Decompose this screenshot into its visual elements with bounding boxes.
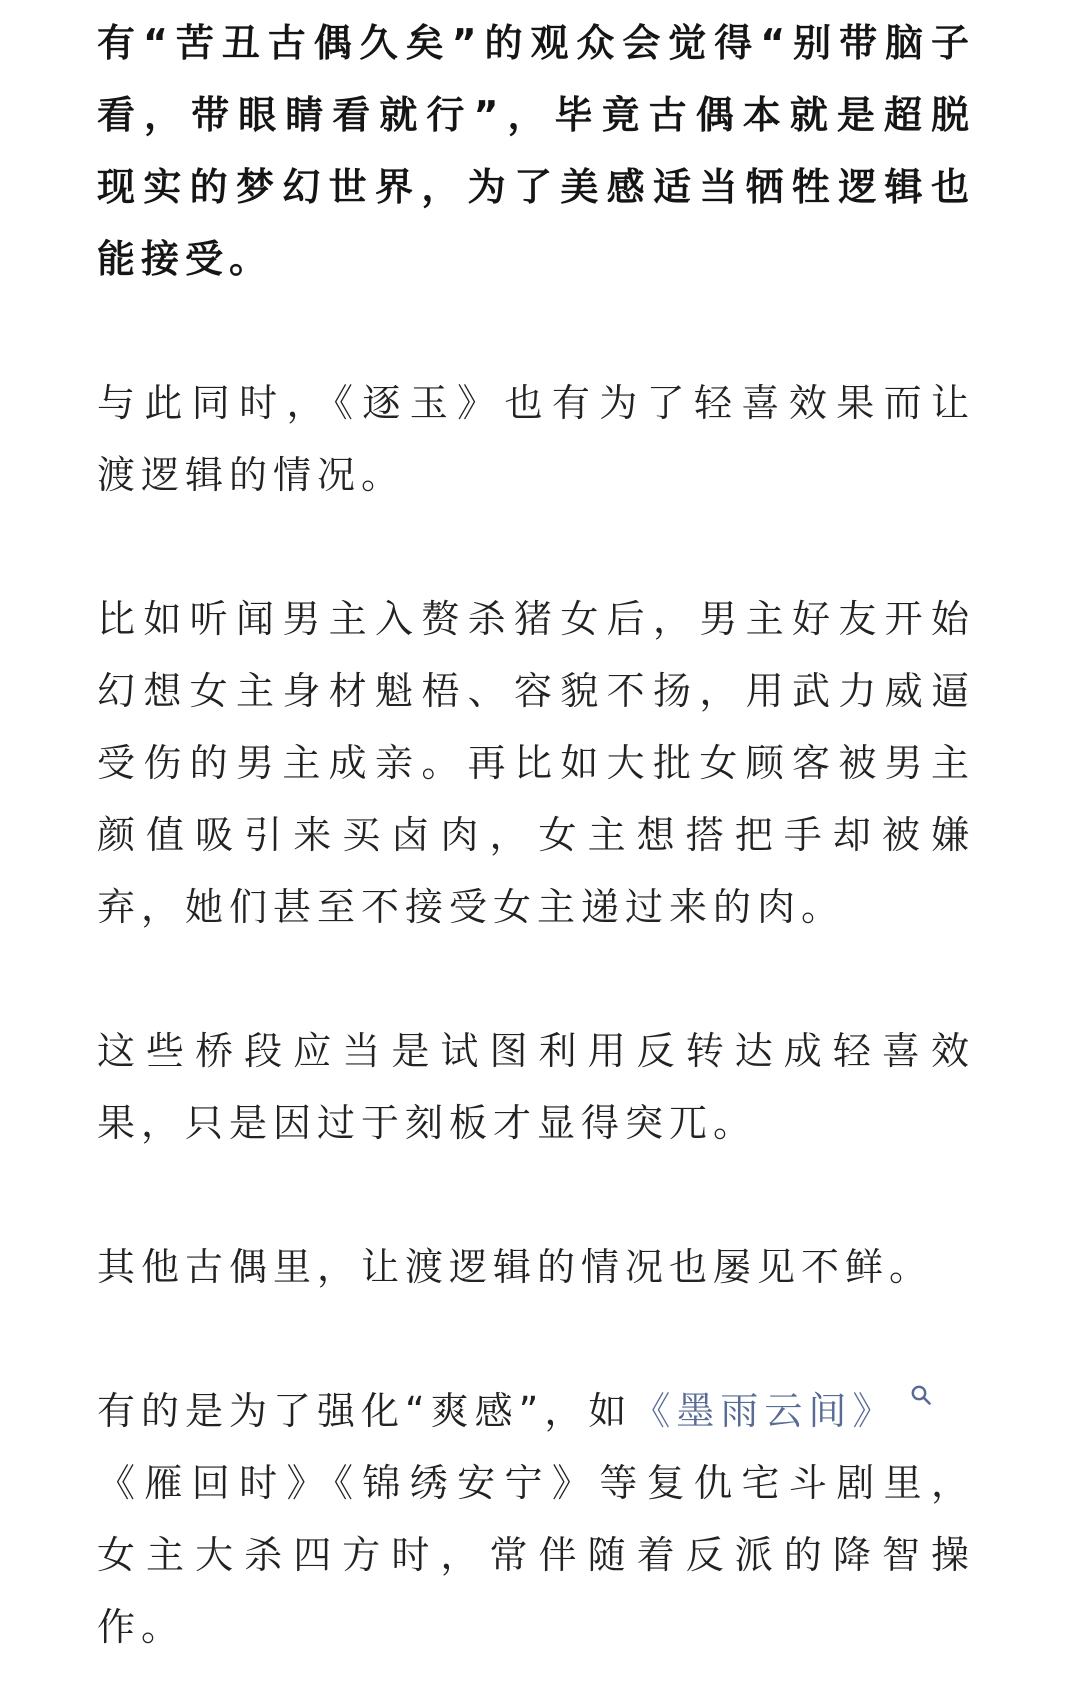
paragraph-6 [97,1375,972,1663]
paragraph-3 [97,583,972,943]
paragraph-line: 《雁回时》《锦绣安宁》等复仇宅斗剧里， [97,1461,972,1505]
paragraph-line: 颜值吸引来买卤肉，女主想搭把手却被嫌 [97,813,972,857]
paragraph-1 [97,7,972,295]
paragraph-line-text: 有的是为了强化“爽感”，如 [97,1389,633,1433]
drama-title-link[interactable]: 《墨雨云间》 [632,1389,897,1433]
paragraph-line: 有“苦丑古偶久矣”的观众会觉得“别带脑子 [97,21,972,65]
paragraph-line: 看，带眼睛看就行”，毕竟古偶本就是超脱 [97,93,972,137]
paragraph-line-with-link [97,1375,972,1447]
paragraph-line: 能接受。 [97,237,274,281]
search-icon[interactable] [910,1384,932,1406]
paragraph-line: 其他古偶里，让渡逻辑的情况也屡见不鲜。 [97,1245,934,1289]
paragraph-line: 女主大杀四方时，常伴随着反派的降智操 [97,1533,972,1577]
paragraph-line: 现实的梦幻世界，为了美感适当牺牲逻辑也 [97,165,972,209]
paragraph-line: 这些桥段应当是试图利用反转达成轻喜效 [97,1029,972,1073]
paragraph-line: 受伤的男主成亲。再比如大批女顾客被男主 [97,741,972,785]
paragraph-line: 与此同时，《逐玉》也有为了轻喜效果而让 [97,381,972,425]
paragraph-line: 渡逻辑的情况。 [97,453,406,497]
paragraph-line: 果，只是因过于刻板才显得突兀。 [97,1101,758,1145]
paragraph-4 [97,1015,972,1159]
paragraph-line: 幻想女主身材魁梧、容貌不扬，用武力威逼 [97,669,972,713]
paragraph-2 [97,367,972,511]
paragraph-line: 比如听闻男主入赘杀猪女后，男主好友开始 [97,597,972,641]
paragraph-line: 弃，她们甚至不接受女主递过来的肉。 [97,885,846,929]
paragraph-line: 作。 [97,1605,186,1649]
paragraph-5 [97,1231,972,1303]
article-body [97,7,972,1663]
